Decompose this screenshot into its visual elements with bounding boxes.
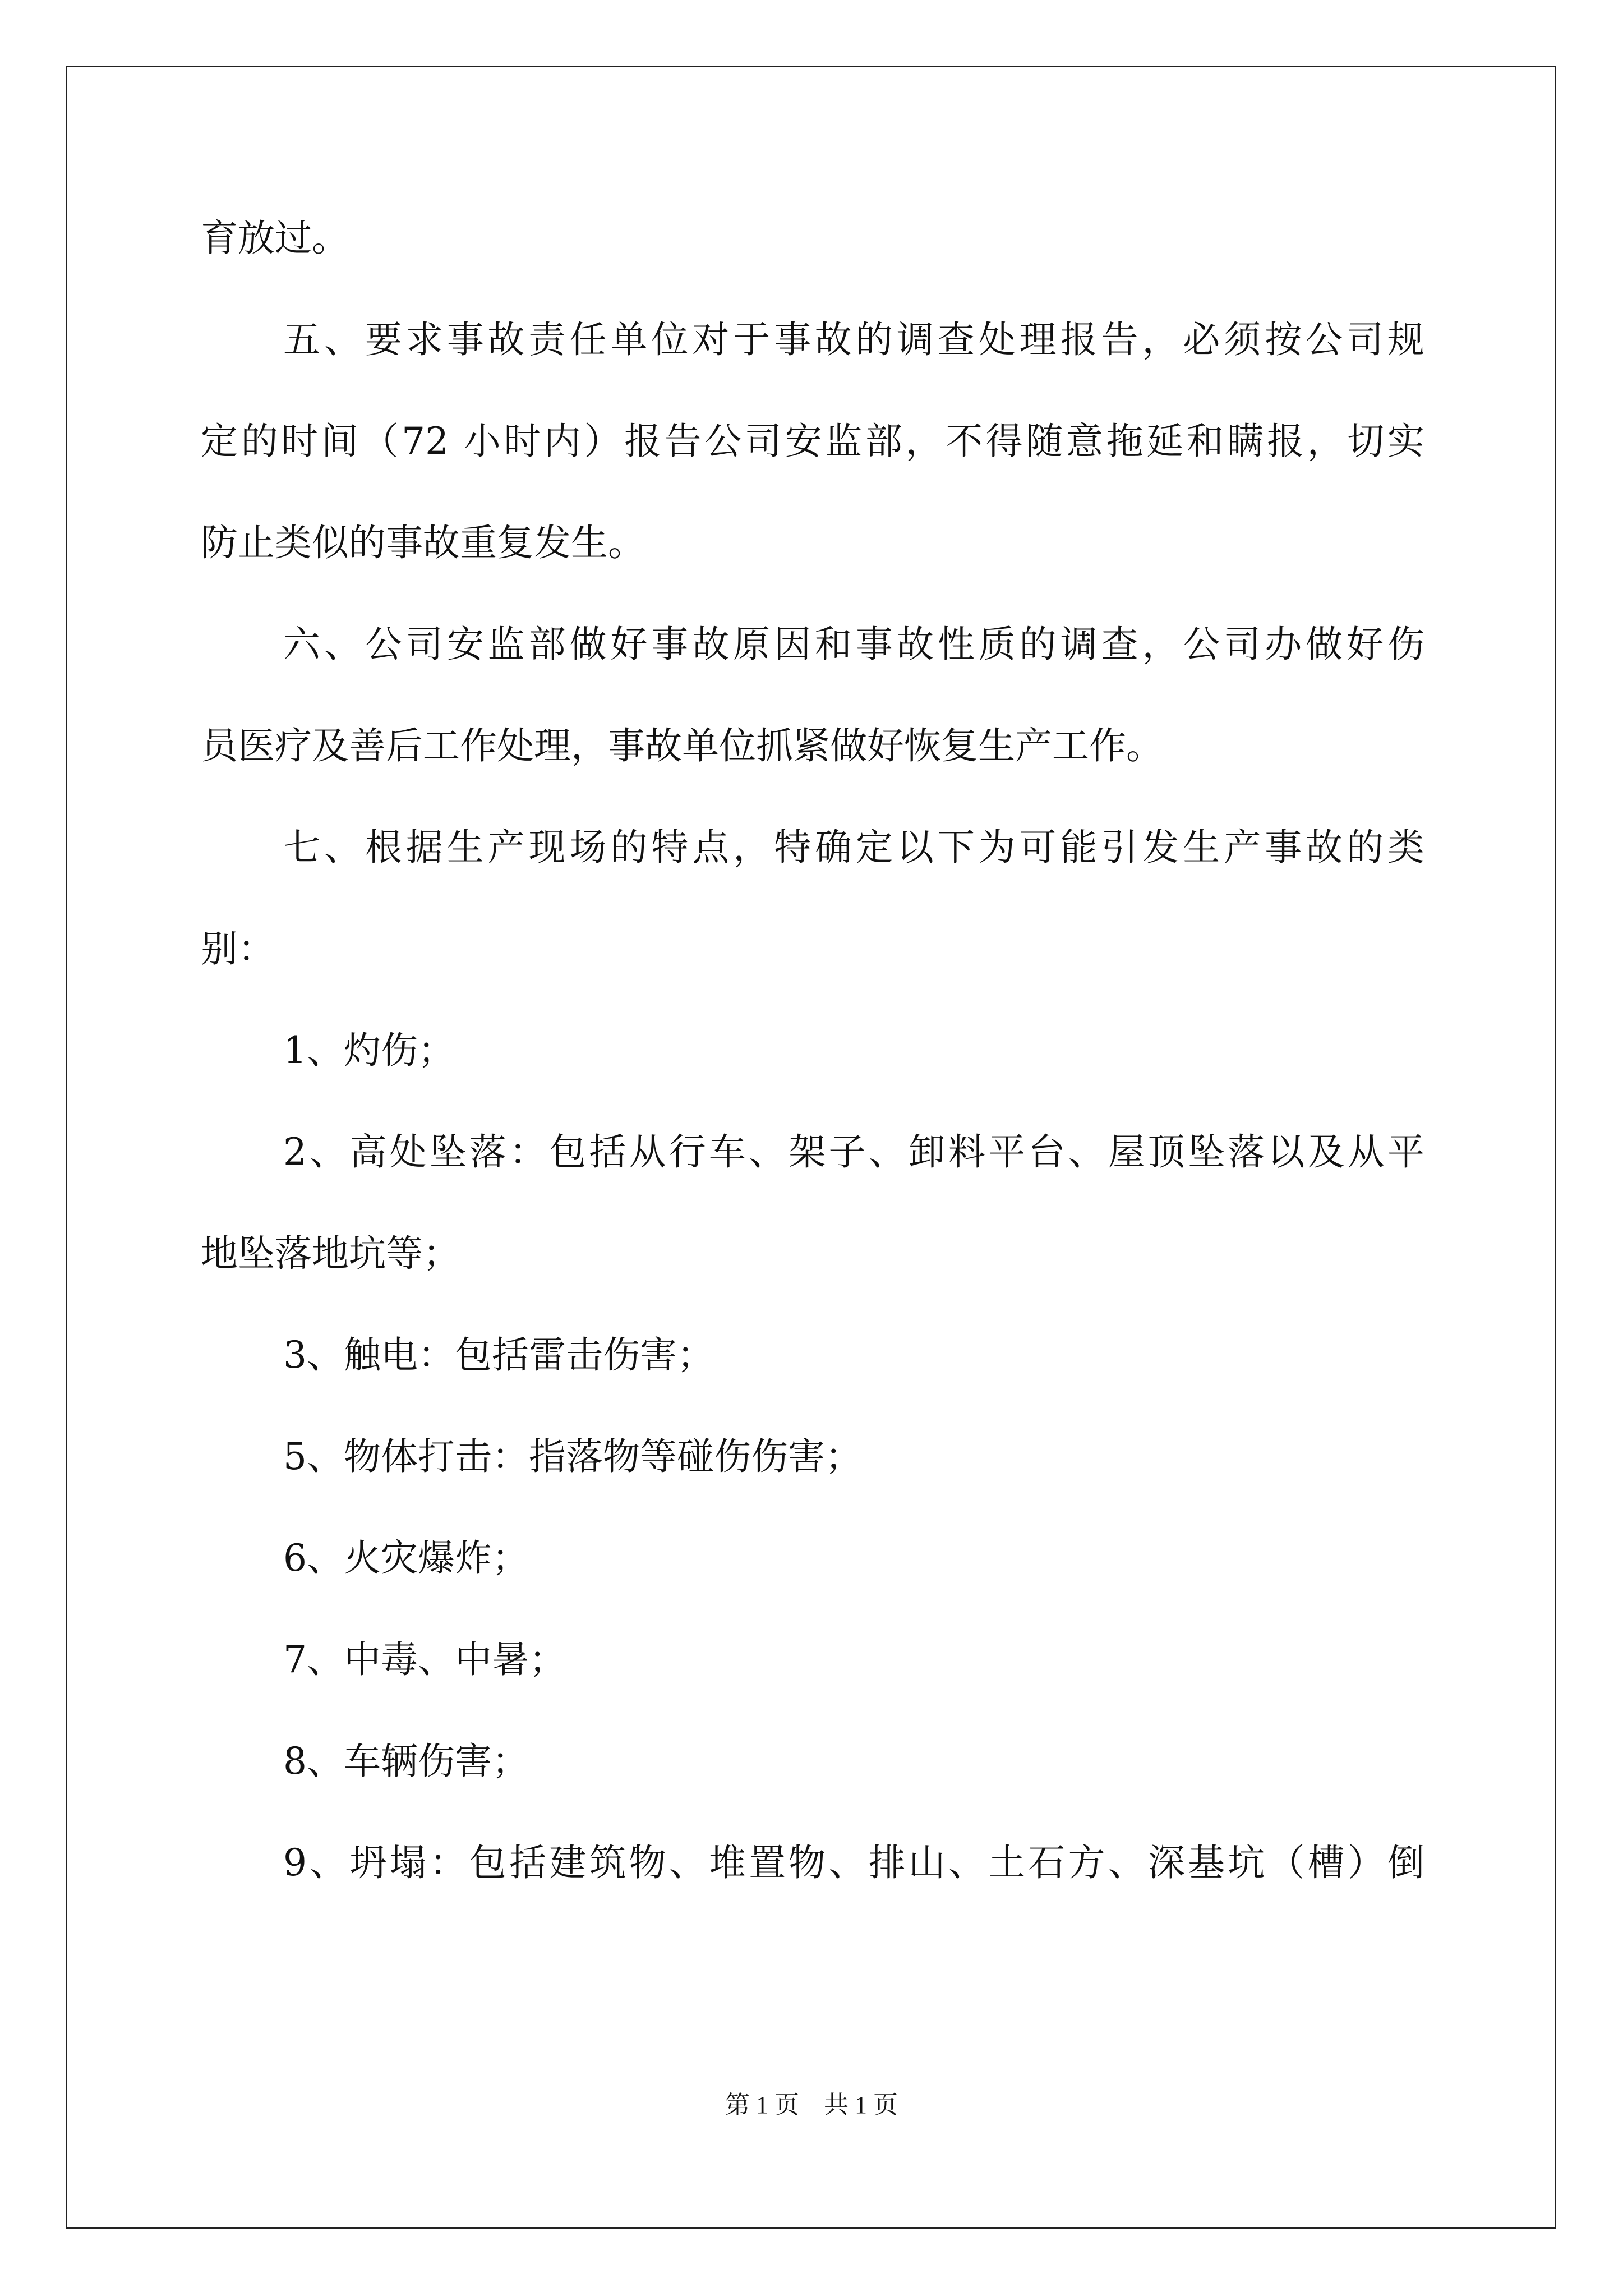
list-item: 7、中毒、中暑；	[283, 1638, 566, 1681]
text-line: 育放过。	[201, 217, 349, 260]
text-line: 五、要求事故责任单位对于事故的调查处理报告，必须按公司规	[283, 318, 1424, 361]
list-item: 2、高处坠落：包括从行车、架子、卸料平台、屋顶坠落以及从平	[283, 1130, 1424, 1174]
page-number-label: 第 1 页	[725, 2091, 799, 2119]
list-item: 1、灼伤；	[283, 1029, 455, 1072]
text-line: 定的时间（72 小时内）报告公司安监部，不得随意拖延和瞒报，切实	[201, 420, 1424, 463]
text-line: 地坠落地坑等；	[201, 1232, 460, 1275]
list-item: 6、火灾爆炸；	[283, 1536, 529, 1580]
total-pages-label: 共 1 页	[824, 2091, 898, 2119]
text-line: 七、根据生产现场的特点，特确定以下为可能引发生产事故的类	[283, 826, 1424, 869]
text-line: 别：	[201, 927, 275, 970]
page-footer	[0, 2090, 1623, 2121]
list-item: 5、物体打击：指落物等碰伤伤害；	[283, 1435, 862, 1478]
text-line: 六、公司安监部做好事故原因和事故性质的调查，公司办做好伤	[283, 623, 1424, 666]
list-item: 9、坍塌：包括建筑物、堆置物、排山、土石方、深基坑（槽）倒	[283, 1841, 1424, 1884]
list-item: 8、车辆伤害；	[283, 1740, 529, 1783]
text-line: 员医疗及善后工作处理，事故单位抓紧做好恢复生产工作。	[201, 724, 1163, 767]
list-item: 3、触电：包括雷击伤害；	[283, 1333, 714, 1377]
text-line: 防止类似的事故重复发生。	[201, 521, 645, 564]
